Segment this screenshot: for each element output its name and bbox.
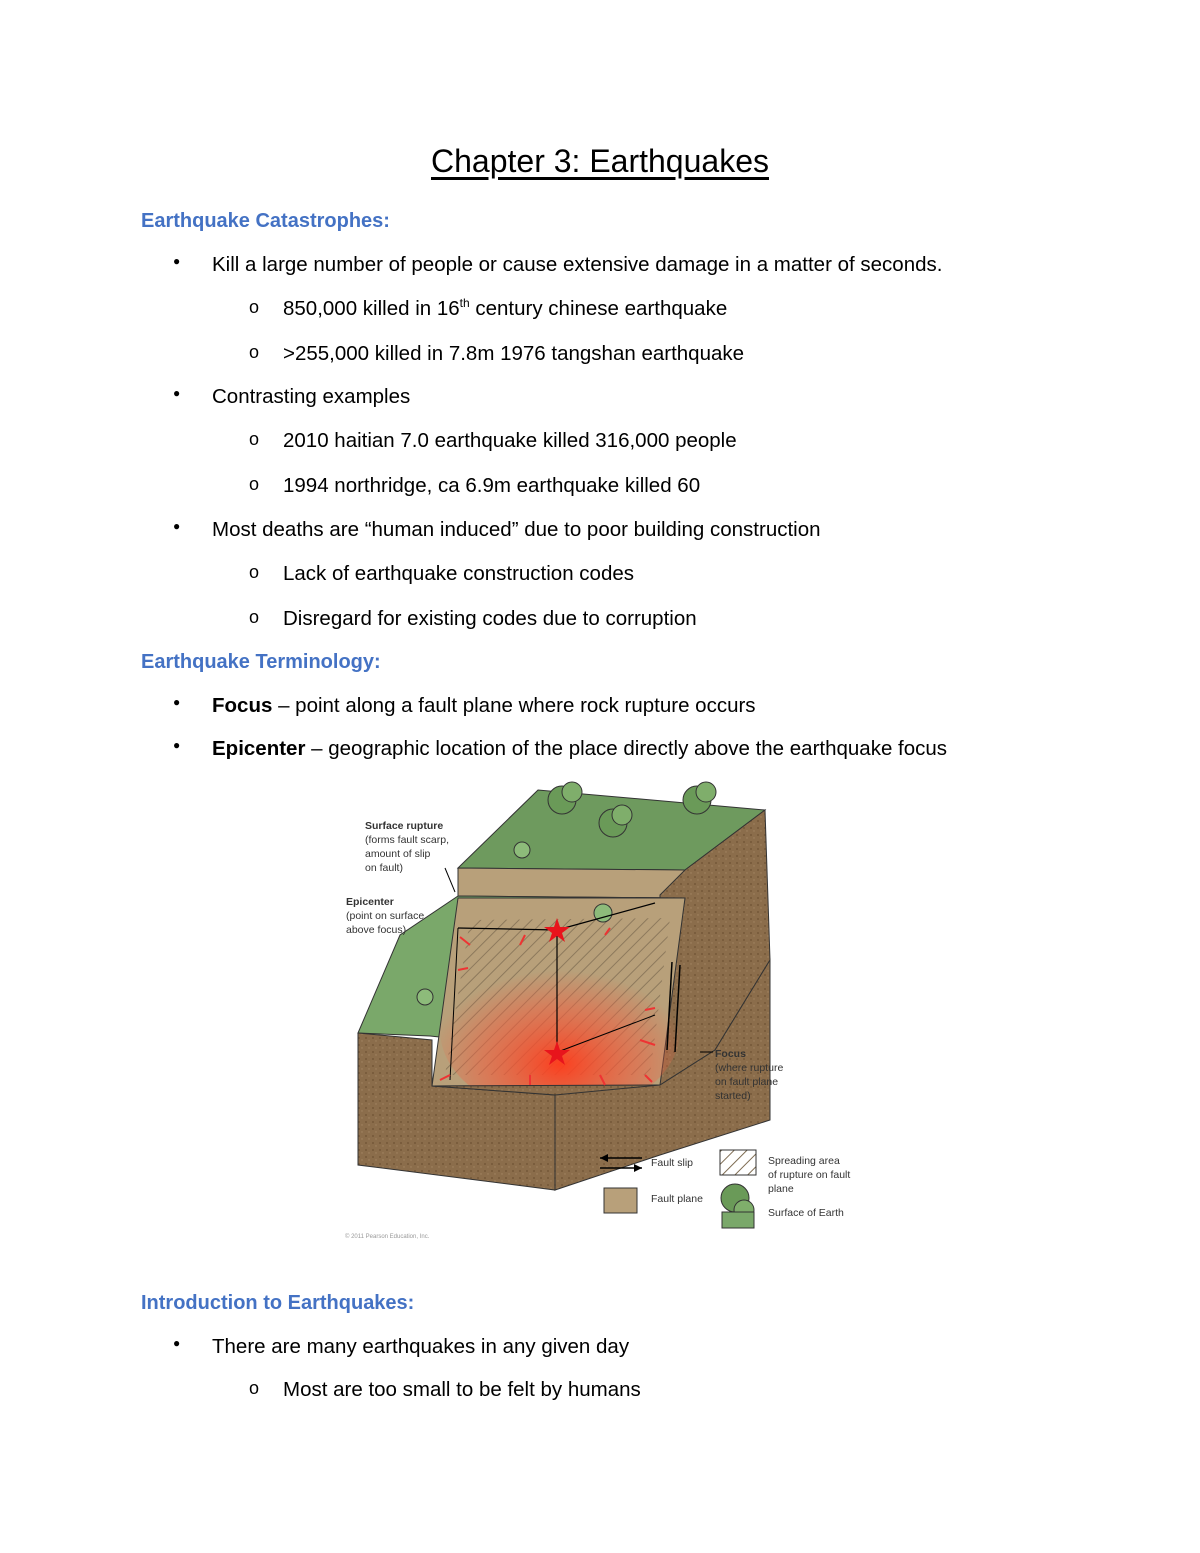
bullet-item-focus bbox=[212, 694, 756, 718]
sub-bullet-item: o Disregard for existing codes due to corruption bbox=[283, 607, 697, 631]
figure-credit: © 2011 Pearson Education, Inc. bbox=[345, 1234, 430, 1240]
bullet-item: ● Contrasting examples bbox=[212, 385, 410, 409]
legend-fault-slip: Fault slip bbox=[651, 1157, 694, 1169]
surface-rupture-label: Surface rupture bbox=[365, 820, 444, 832]
svg-text:amount of slip: amount of slip bbox=[365, 848, 431, 860]
sub-bullet-item bbox=[283, 297, 727, 321]
page-title: Chapter 3: Earthquakes bbox=[431, 143, 769, 179]
term-focus: Focus bbox=[212, 694, 273, 717]
legend-fault-plane: Fault plane bbox=[651, 1193, 703, 1205]
bush-icon bbox=[417, 989, 433, 1005]
svg-text:(point on surface: (point on surface bbox=[346, 910, 425, 922]
legend-spreading-area: Spreading area bbox=[768, 1155, 840, 1167]
bush-icon bbox=[514, 842, 530, 858]
svg-text:(forms fault scarp,: (forms fault scarp, bbox=[365, 834, 450, 846]
sub-bullet-item: o Lack of earthquake construction codes bbox=[283, 562, 634, 586]
svg-text:of rupture on fault: of rupture on fault bbox=[768, 1169, 851, 1181]
svg-text:above focus): above focus) bbox=[346, 924, 407, 936]
definition-focus: – point along a fault plane where rock rupture occurs bbox=[272, 694, 756, 717]
fault-scarp bbox=[458, 868, 685, 898]
earthquake-fault-diagram bbox=[330, 775, 870, 1245]
svg-text:on fault): on fault) bbox=[365, 862, 403, 874]
svg-text:plane: plane bbox=[768, 1183, 794, 1195]
focus-label: Focus bbox=[715, 1048, 746, 1060]
legend-tree-icon bbox=[721, 1184, 754, 1228]
bullet-item: ● There are many earthquakes in any given day bbox=[212, 1335, 629, 1359]
section-heading-introduction: Introduction to Earthquakes: bbox=[141, 1292, 415, 1314]
svg-text:on fault plane: on fault plane bbox=[715, 1076, 779, 1088]
sub-bullet-item: o >255,000 killed in 7.8m 1976 tangshan earthquake bbox=[283, 342, 744, 366]
bullet-text: century chinese earthquake bbox=[469, 297, 728, 320]
sub-bullet-item: o 1994 northridge, ca 6.9m earthquake killed 60 bbox=[283, 474, 700, 498]
bullet-item: ● Kill a large number of people or cause extensive damage in a matter of seconds. bbox=[212, 253, 942, 277]
svg-text:(where rupture: (where rupture bbox=[715, 1062, 784, 1074]
section-heading-terminology: Earthquake Terminology: bbox=[141, 651, 381, 673]
bullet-item: ● Most deaths are “human induced” due to poor building construction bbox=[212, 518, 821, 542]
superscript: th bbox=[459, 296, 470, 311]
term-epicenter: Epicenter bbox=[212, 737, 306, 760]
definition-epicenter: – geographic location of the place directly above the earthquake focus bbox=[305, 737, 948, 760]
epicenter-label: Epicenter bbox=[346, 896, 394, 908]
sub-bullet-item: o Most are too small to be felt by humans bbox=[283, 1378, 641, 1402]
legend-surface-of-earth: Surface of Earth bbox=[768, 1207, 844, 1219]
sub-bullet-item: o 2010 haitian 7.0 earthquake killed 316,000 people bbox=[283, 429, 737, 453]
bullet-text: 850,000 killed in 16 bbox=[283, 297, 460, 320]
svg-text:started): started) bbox=[715, 1090, 751, 1102]
bullet-item-epicenter bbox=[212, 737, 947, 761]
section-heading-catastrophes: Earthquake Catastrophes: bbox=[141, 210, 390, 232]
